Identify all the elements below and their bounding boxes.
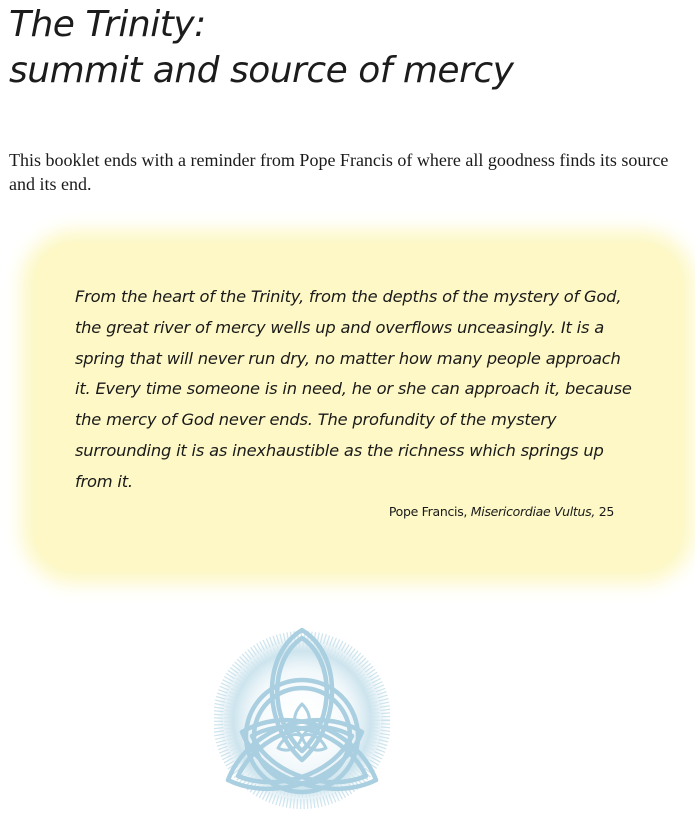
title-line-1: The Trinity: [9,4,206,45]
citation-author: Pope Francis, [388,504,468,519]
intro-paragraph: This booklet ends with a reminder from Pope Francis of where all goodness finds its source and its end. [9,150,669,194]
citation-work: Misericordiae Vultus, [470,504,595,519]
quote-citation [389,503,614,521]
quote-text: From the heart of the Trinity, from the depths of the mystery of God, the great river of mercy wells up and overflows unceasingly. It is a spring that will never run dry, no matter how many people approach it. Every time someone is in need, he or she can approach it, because the mercy of God never ends. The profundity of the mystery surrounding it is as inexhaustible as the richness which springs up from it. [75,287,632,491]
citation-reference: 25 [598,504,614,519]
page-title [9,2,513,94]
trinity-knot-icon [214,620,390,816]
title-line-2: summit and source of mercy [9,50,514,91]
